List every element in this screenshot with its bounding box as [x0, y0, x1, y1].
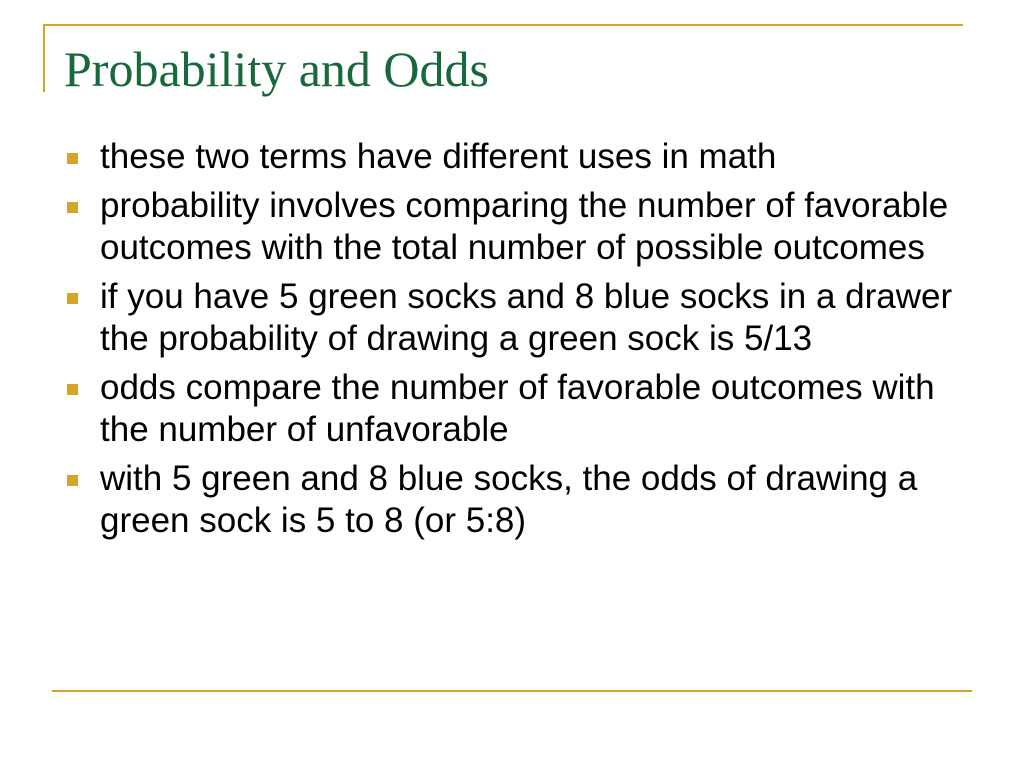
- bullet-item-2: [64, 185, 974, 269]
- bullet-item-1: [64, 136, 974, 178]
- title-frame-top-rule: [43, 24, 963, 26]
- square-bullet-icon: [67, 384, 78, 395]
- bullet-text-3: if you have 5 green socks and 8 blue socks in a drawer the probability of drawing a green sock is 5/13: [100, 277, 953, 358]
- title-frame-left-rule: [43, 24, 45, 92]
- square-bullet-icon: [67, 293, 78, 304]
- bullet-text-5: with 5 green and 8 blue socks, the odds of drawing a green sock is 5 to 8 (or 5:8): [100, 459, 918, 540]
- bullet-text-1: these two terms have different uses in math: [100, 137, 777, 176]
- square-bullet-icon: [67, 202, 78, 213]
- bullet-text-4: odds compare the number of favorable outcomes with the number of unfavorable: [100, 368, 935, 449]
- bullet-text-2: probability involves comparing the number of favorable outcomes with the total number of possible outcomes: [100, 186, 949, 267]
- bottom-rule: [52, 690, 972, 692]
- square-bullet-icon: [67, 153, 78, 164]
- bullet-list: [64, 136, 974, 549]
- bullet-item-4: [64, 367, 974, 451]
- slide-title: Probability and Odds: [64, 41, 489, 97]
- bullet-item-3: [64, 276, 974, 360]
- bullet-item-5: [64, 458, 974, 542]
- square-bullet-icon: [67, 475, 78, 486]
